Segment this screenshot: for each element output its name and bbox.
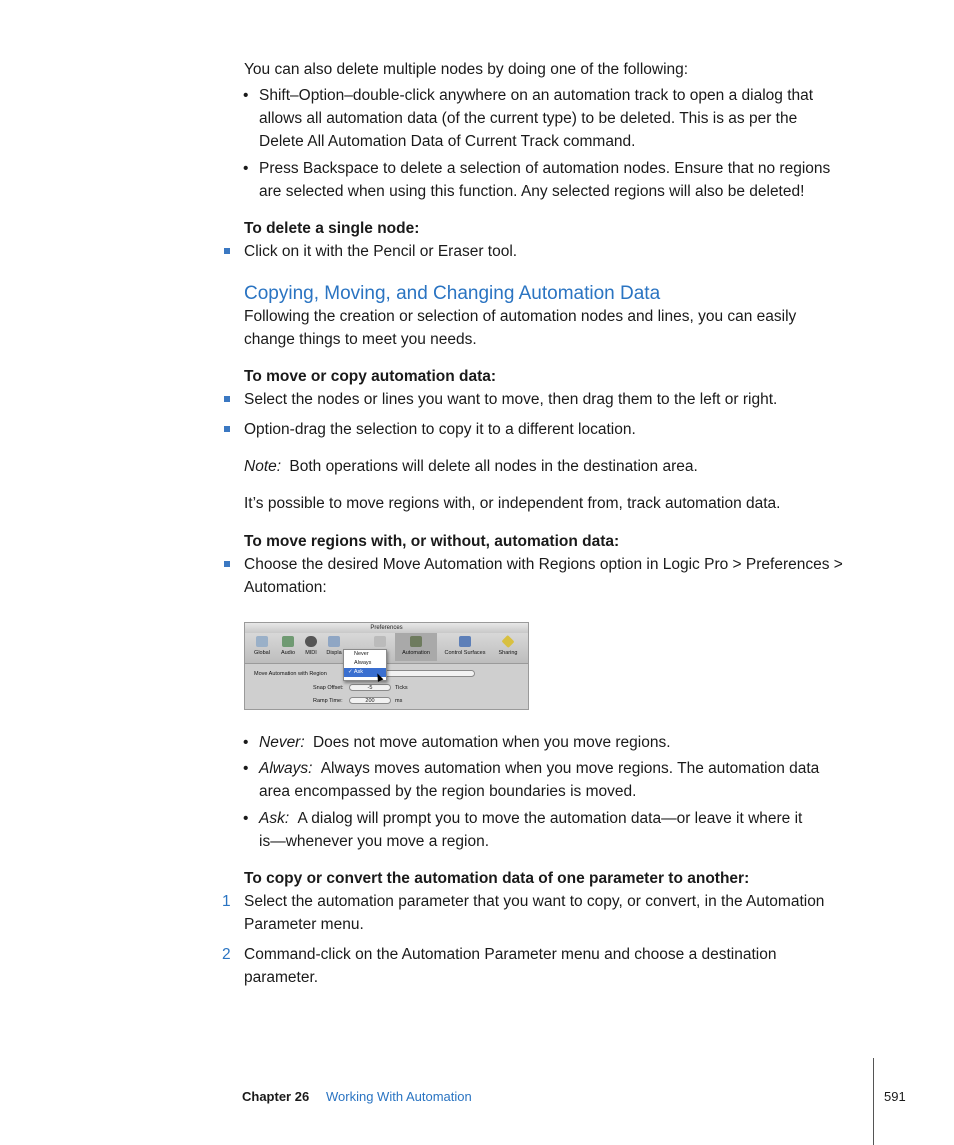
sharing-icon <box>501 635 514 648</box>
step-text <box>244 943 874 989</box>
text-line: Automation: <box>244 579 327 596</box>
option-term: Never: <box>259 734 305 751</box>
task-label: To copy or convert the automation data of one parameter to another: <box>244 870 750 887</box>
text-line: Select the automation parameter that you want to copy, or convert, in the Automation <box>244 893 825 910</box>
snap-offset-label: Snap Offset: <box>313 685 344 691</box>
snap-offset-field[interactable]: -5 <box>349 684 391 691</box>
list-item <box>243 157 869 203</box>
option-term: Ask: <box>259 810 290 827</box>
task-label: To move or copy automation data: <box>244 368 497 385</box>
text-line: allows all automation data (of the current type) to be deleted. This is as per the <box>259 110 798 127</box>
note <box>244 455 874 478</box>
body-text: It’s possible to move regions with, or independent from, track automation data. <box>244 495 781 512</box>
square-bullet-icon <box>224 388 233 397</box>
toolbar-global[interactable]: Global <box>247 636 277 657</box>
text-line: Choose the desired Move Automation with Regions option in Logic Pro > Preferences > <box>244 556 843 573</box>
text-line: Following the creation or selection of automation nodes and lines, you can easily <box>244 308 797 325</box>
display-icon <box>328 636 340 647</box>
bullet-dot: • <box>243 160 249 177</box>
step-text: Click on it with the Pencil or Eraser tool. <box>244 243 518 260</box>
toolbar-display[interactable]: Displa <box>319 636 349 657</box>
text-line: parameter. <box>244 969 319 986</box>
note-text: Both operations will delete all nodes in the destination area. <box>289 458 698 475</box>
menu-item-always[interactable]: Always <box>354 660 372 666</box>
toolbar-control-surfaces[interactable]: Control Surfaces <box>439 636 491 657</box>
task-label: To delete a single node: <box>244 220 420 237</box>
task-label: To move regions with, or without, automation data: <box>244 533 620 550</box>
square-bullet-icon <box>224 418 233 427</box>
step-number: 2 <box>222 946 231 963</box>
text-line: A dialog will prompt you to move the automation data—or leave it where it <box>297 810 803 827</box>
section-heading: Copying, Moving, and Changing Automation Data <box>244 283 661 304</box>
footer-chapter-title[interactable]: Working With Automation <box>326 1089 472 1104</box>
ramp-time-label: Ramp Time: <box>313 698 343 704</box>
section-intro <box>244 305 874 351</box>
text-line: is—whenever you move a region. <box>259 833 490 850</box>
step-text <box>244 890 874 936</box>
option-term: Always: <box>259 760 313 777</box>
step-text: Select the nodes or lines you want to move, then drag them to the left or right. <box>244 391 778 408</box>
text-line: Parameter menu. <box>244 916 364 933</box>
text-line: Press Backspace to delete a selection of automation nodes. Ensure that no regions <box>259 160 831 177</box>
text-line: are selected when using this function. Any selected regions will also be deleted! <box>259 183 805 200</box>
list-item <box>243 757 869 803</box>
note-label: Note: <box>244 458 282 475</box>
square-bullet-icon <box>224 240 233 249</box>
text-line: Always moves automation when you move regions. The automation data <box>320 760 820 777</box>
globe-icon <box>256 636 268 647</box>
page-number: 591 <box>884 1089 906 1104</box>
bullet-dot: • <box>243 810 249 827</box>
list-item <box>243 731 869 754</box>
ramp-time-field[interactable]: 200 <box>349 697 391 704</box>
text-line: area encompassed by the region boundaries is moved. <box>259 783 637 800</box>
bullet-dot: • <box>243 734 249 751</box>
midi-icon <box>305 636 317 647</box>
menu-item-never[interactable]: Never <box>354 651 369 657</box>
square-bullet-icon <box>224 553 233 562</box>
control-surfaces-icon <box>459 636 471 647</box>
toolbar-audio[interactable]: Audio <box>273 636 303 657</box>
toolbar-automation[interactable]: Automation <box>395 633 437 661</box>
ramp-unit: ms <box>395 698 403 704</box>
window-title: Preferences <box>245 623 528 634</box>
footer-divider <box>873 1058 874 1145</box>
text-line: Does not move automation when you move regions. <box>312 734 671 751</box>
text-line: Command-click on the Automation Parameter menu and choose a destination <box>244 946 777 963</box>
move-automation-label: Move Automation with Region <box>254 671 327 677</box>
text-line: Delete All Automation Data of Current Track command. <box>259 133 636 150</box>
footer-chapter: Chapter 26 <box>242 1089 310 1104</box>
snap-unit: Ticks <box>395 685 408 691</box>
step-number: 1 <box>222 893 231 910</box>
list-item <box>243 807 869 853</box>
menu-item-ask[interactable]: ✓ Ask <box>344 668 386 677</box>
bullet-dot: • <box>243 760 249 777</box>
toolbar-sharing[interactable]: Sharing <box>493 636 523 657</box>
automation-icon <box>410 636 422 647</box>
bullet-dot: • <box>243 87 249 104</box>
step-text <box>244 553 874 599</box>
audio-icon <box>282 636 294 647</box>
text-line: change things to meet you needs. <box>244 331 477 348</box>
list-item <box>243 84 869 153</box>
toolbar-midi[interactable]: MIDI <box>296 636 326 657</box>
intro-text: You can also delete multiple nodes by doing one of the following: <box>244 61 689 78</box>
preferences-screenshot <box>244 622 529 710</box>
step-text: Option-drag the selection to copy it to a different location. <box>244 421 636 438</box>
text-line: Shift–Option–double-click anywhere on an automation track to open a dialog that <box>259 87 814 104</box>
